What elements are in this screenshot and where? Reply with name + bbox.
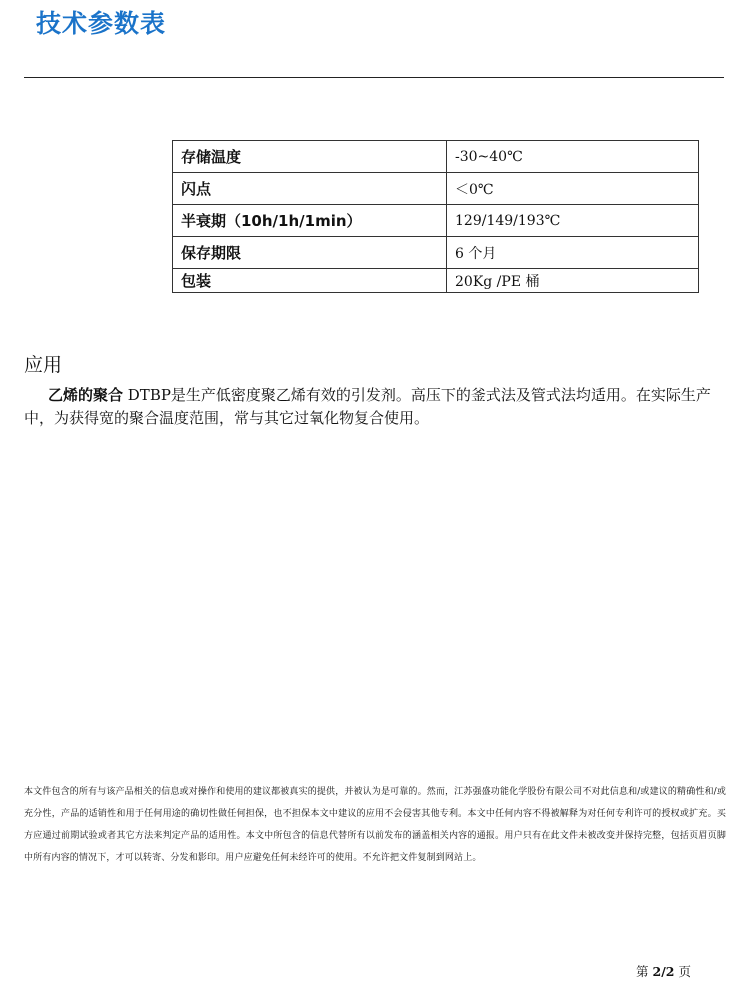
application-text: DTBP是生产低密度聚乙烯有效的引发剂。高压下的釜式法及管式法均适用。在实际生产中，为获得宽的聚合温度范围，常与其它过氧化物复合使用。: [24, 386, 711, 427]
spec-label-half-life: 半衰期（10h/1h/1min）: [173, 205, 447, 237]
disclaimer-text: 本文件包含的所有与该产品相关的信息或对操作和使用的建议都被真实的提供，并被认为是可靠的。然而，江苏强盛功能化学股份有限公司不对此信息和/或建议的精确性和/或充分性，产品的适销性和用于任何用途的确切性做任何担保，也不担保本文中建议的应用不会侵害其他专利。本文中任何内容不得被解释为对任何专利许可的授权或扩充。买方应通过前期试验或者其它方法来判定产品的适用性。本文中所包含的信息代替所有以前发布的涵盖相关内容的通报。用户只有在此文件未被改变并保持完整，包括页眉页脚中所有内容的情况下，才可以转寄、分发和影印。用户应避免任何未经许可的使用。不允许把文件复制到网站上。: [24, 787, 726, 863]
page-number: [636, 962, 691, 980]
table-row: [173, 141, 699, 173]
table-row: [173, 205, 699, 237]
table-row: [173, 269, 699, 293]
table-row: [173, 237, 699, 269]
header-divider: [24, 77, 724, 78]
application-lead: 乙烯的聚合: [48, 386, 124, 404]
spec-label-shelf-life: 保存期限: [173, 237, 447, 269]
spec-value-half-life: 129/149/193℃: [447, 205, 699, 237]
spec-label-storage-temp: 存储温度: [173, 141, 447, 173]
application-paragraph: [24, 384, 714, 430]
spec-label-flash-point: 闪点: [173, 173, 447, 205]
table-row: [173, 173, 699, 205]
spec-value-packaging: 20Kg /PE 桶: [447, 269, 699, 293]
page-suffix: 页: [678, 964, 691, 979]
spec-value-shelf-life: 6 个月: [447, 237, 699, 269]
spec-label-packaging: 包装: [173, 269, 447, 293]
spec-value-flash-point: ＜0℃: [447, 173, 699, 205]
spec-table: [172, 140, 699, 293]
application-heading: 应用: [24, 354, 63, 376]
spec-value-storage-temp: -30~40℃: [447, 141, 699, 173]
page-prefix: 第: [636, 964, 649, 979]
page-number-value: 2/2: [652, 964, 675, 979]
page-title: 技术参数表: [36, 9, 167, 38]
